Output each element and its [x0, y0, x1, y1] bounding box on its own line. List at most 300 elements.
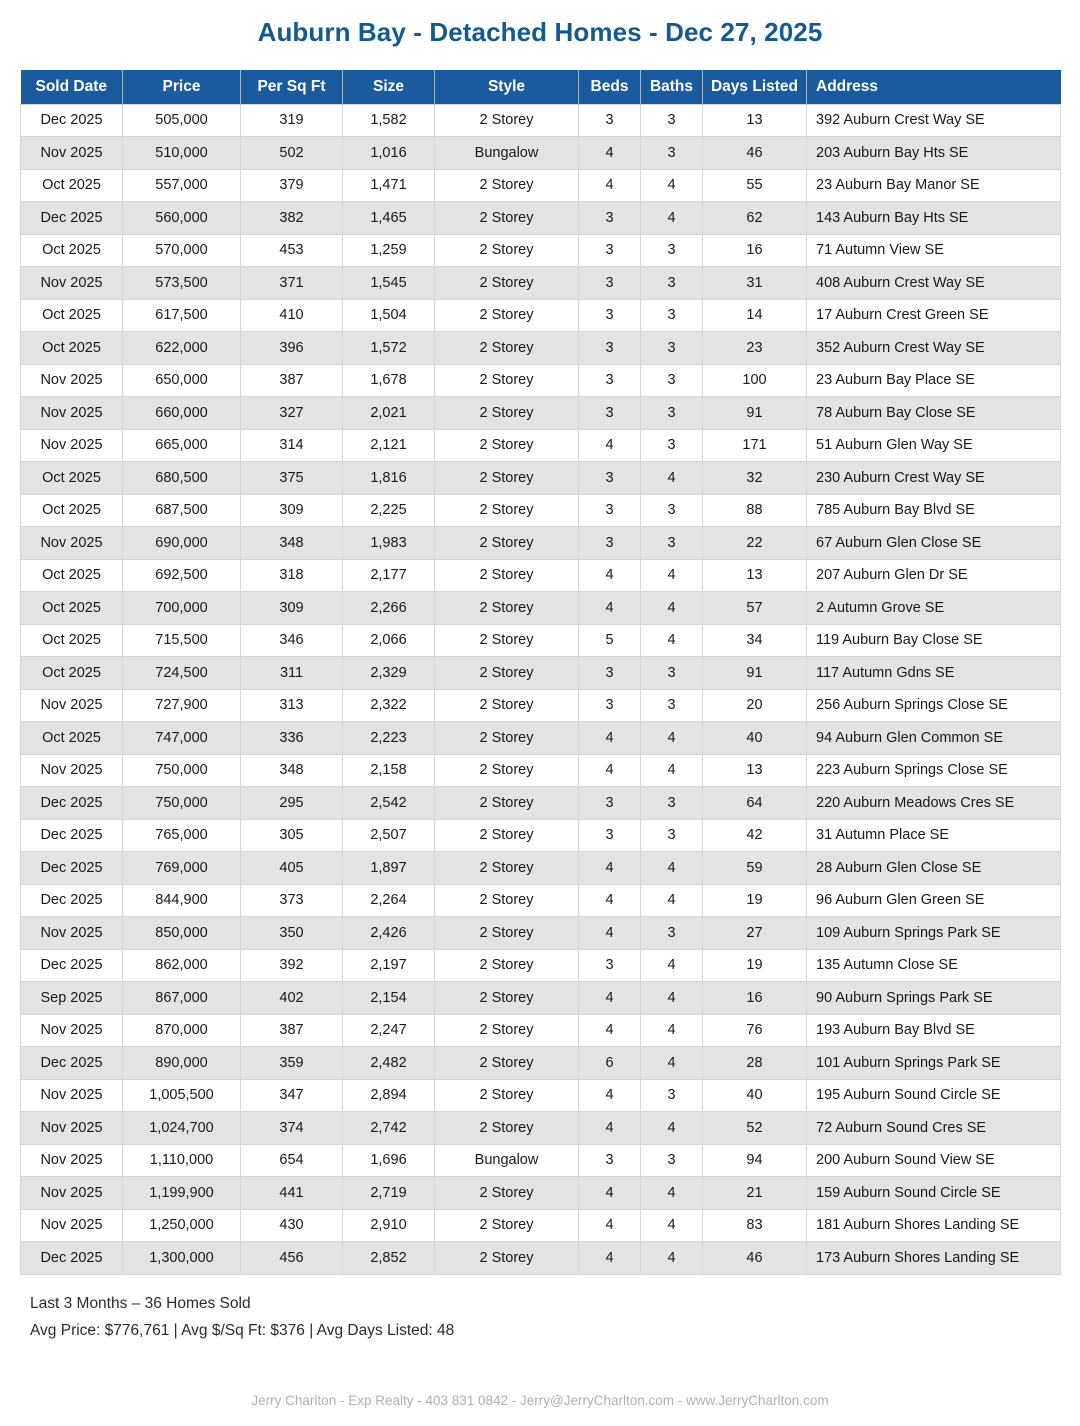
cell-beds: 4 [579, 137, 641, 170]
cell-date: Nov 2025 [21, 917, 123, 950]
cell-price: 570,000 [123, 234, 241, 267]
cell-days: 46 [703, 137, 807, 170]
cell-psf: 410 [241, 299, 343, 332]
cell-beds: 4 [579, 559, 641, 592]
cell-style: 2 Storey [435, 754, 579, 787]
cell-style: 2 Storey [435, 234, 579, 267]
cell-style: 2 Storey [435, 1177, 579, 1210]
cell-date: Nov 2025 [21, 429, 123, 462]
cell-size: 1,259 [343, 234, 435, 267]
cell-price: 1,199,900 [123, 1177, 241, 1210]
column-header-size[interactable]: Size [343, 70, 435, 104]
cell-addr: 230 Auburn Crest Way SE [807, 462, 1061, 495]
cell-psf: 314 [241, 429, 343, 462]
cell-price: 747,000 [123, 722, 241, 755]
cell-price: 750,000 [123, 787, 241, 820]
cell-size: 2,910 [343, 1209, 435, 1242]
cell-days: 55 [703, 169, 807, 202]
cell-beds: 3 [579, 299, 641, 332]
cell-beds: 4 [579, 1079, 641, 1112]
cell-style: 2 Storey [435, 1079, 579, 1112]
cell-price: 850,000 [123, 917, 241, 950]
cell-days: 22 [703, 527, 807, 560]
column-header-address[interactable]: Address [807, 70, 1061, 104]
cell-addr: 17 Auburn Crest Green SE [807, 299, 1061, 332]
cell-baths: 3 [641, 299, 703, 332]
cell-date: Dec 2025 [21, 884, 123, 917]
cell-size: 2,021 [343, 397, 435, 430]
cell-beds: 3 [579, 332, 641, 365]
cell-beds: 4 [579, 884, 641, 917]
cell-beds: 3 [579, 364, 641, 397]
cell-days: 19 [703, 884, 807, 917]
cell-beds: 6 [579, 1047, 641, 1080]
cell-baths: 3 [641, 819, 703, 852]
cell-baths: 3 [641, 429, 703, 462]
cell-addr: 94 Auburn Glen Common SE [807, 722, 1061, 755]
sales-table-container [20, 48, 1060, 1275]
cell-date: Nov 2025 [21, 267, 123, 300]
cell-size: 2,542 [343, 787, 435, 820]
cell-date: Dec 2025 [21, 104, 123, 137]
cell-psf: 392 [241, 949, 343, 982]
cell-psf: 396 [241, 332, 343, 365]
cell-beds: 3 [579, 234, 641, 267]
cell-baths: 3 [641, 917, 703, 950]
column-header-baths[interactable]: Baths [641, 70, 703, 104]
cell-baths: 4 [641, 884, 703, 917]
cell-date: Nov 2025 [21, 397, 123, 430]
table-row [21, 592, 1061, 625]
cell-size: 2,266 [343, 592, 435, 625]
cell-date: Dec 2025 [21, 202, 123, 235]
column-header-days-listed[interactable]: Days Listed [703, 70, 807, 104]
cell-days: 13 [703, 754, 807, 787]
cell-date: Nov 2025 [21, 527, 123, 560]
cell-psf: 375 [241, 462, 343, 495]
table-row [21, 267, 1061, 300]
cell-size: 2,177 [343, 559, 435, 592]
table-row [21, 884, 1061, 917]
cell-addr: 256 Auburn Springs Close SE [807, 689, 1061, 722]
cell-days: 40 [703, 722, 807, 755]
table-row [21, 559, 1061, 592]
cell-price: 700,000 [123, 592, 241, 625]
cell-price: 1,110,000 [123, 1144, 241, 1177]
cell-days: 13 [703, 104, 807, 137]
cell-addr: 23 Auburn Bay Place SE [807, 364, 1061, 397]
cell-baths: 4 [641, 1047, 703, 1080]
table-row [21, 494, 1061, 527]
cell-price: 844,900 [123, 884, 241, 917]
cell-addr: 71 Autumn View SE [807, 234, 1061, 267]
cell-baths: 3 [641, 657, 703, 690]
cell-baths: 4 [641, 624, 703, 657]
cell-size: 2,507 [343, 819, 435, 852]
cell-size: 2,225 [343, 494, 435, 527]
cell-baths: 3 [641, 494, 703, 527]
cell-psf: 453 [241, 234, 343, 267]
cell-days: 27 [703, 917, 807, 950]
cell-size: 2,482 [343, 1047, 435, 1080]
cell-psf: 327 [241, 397, 343, 430]
table-row [21, 657, 1061, 690]
cell-addr: 195 Auburn Sound Circle SE [807, 1079, 1061, 1112]
cell-days: 20 [703, 689, 807, 722]
cell-addr: 51 Auburn Glen Way SE [807, 429, 1061, 462]
table-row [21, 1242, 1061, 1275]
cell-psf: 387 [241, 364, 343, 397]
cell-baths: 3 [641, 234, 703, 267]
column-header-beds[interactable]: Beds [579, 70, 641, 104]
table-row [21, 689, 1061, 722]
table-row [21, 852, 1061, 885]
cell-addr: 203 Auburn Bay Hts SE [807, 137, 1061, 170]
table-row [21, 722, 1061, 755]
cell-price: 692,500 [123, 559, 241, 592]
cell-psf: 374 [241, 1112, 343, 1145]
table-row [21, 462, 1061, 495]
cell-size: 2,154 [343, 982, 435, 1015]
cell-baths: 4 [641, 722, 703, 755]
cell-date: Nov 2025 [21, 689, 123, 722]
table-row [21, 527, 1061, 560]
cell-days: 28 [703, 1047, 807, 1080]
table-row [21, 787, 1061, 820]
cell-baths: 4 [641, 982, 703, 1015]
cell-addr: 392 Auburn Crest Way SE [807, 104, 1061, 137]
cell-style: 2 Storey [435, 299, 579, 332]
cell-psf: 371 [241, 267, 343, 300]
cell-psf: 441 [241, 1177, 343, 1210]
cell-baths: 4 [641, 852, 703, 885]
cell-date: Nov 2025 [21, 1112, 123, 1145]
cell-addr: 785 Auburn Bay Blvd SE [807, 494, 1061, 527]
cell-style: 2 Storey [435, 559, 579, 592]
cell-addr: 207 Auburn Glen Dr SE [807, 559, 1061, 592]
cell-size: 2,426 [343, 917, 435, 950]
table-row [21, 1144, 1061, 1177]
cell-price: 750,000 [123, 754, 241, 787]
cell-beds: 4 [579, 754, 641, 787]
cell-style: 2 Storey [435, 787, 579, 820]
cell-psf: 359 [241, 1047, 343, 1080]
cell-days: 91 [703, 397, 807, 430]
cell-days: 46 [703, 1242, 807, 1275]
cell-baths: 4 [641, 1177, 703, 1210]
cell-date: Oct 2025 [21, 462, 123, 495]
cell-price: 715,500 [123, 624, 241, 657]
cell-style: 2 Storey [435, 1047, 579, 1080]
cell-beds: 4 [579, 169, 641, 202]
cell-days: 21 [703, 1177, 807, 1210]
cell-psf: 456 [241, 1242, 343, 1275]
cell-price: 690,000 [123, 527, 241, 560]
table-row [21, 169, 1061, 202]
table-row [21, 104, 1061, 137]
cell-price: 765,000 [123, 819, 241, 852]
cell-psf: 309 [241, 494, 343, 527]
table-row [21, 819, 1061, 852]
cell-days: 40 [703, 1079, 807, 1112]
cell-size: 2,852 [343, 1242, 435, 1275]
cell-psf: 347 [241, 1079, 343, 1112]
cell-psf: 311 [241, 657, 343, 690]
cell-addr: 181 Auburn Shores Landing SE [807, 1209, 1061, 1242]
cell-size: 2,197 [343, 949, 435, 982]
cell-psf: 502 [241, 137, 343, 170]
cell-baths: 3 [641, 137, 703, 170]
table-row [21, 1047, 1061, 1080]
cell-size: 2,322 [343, 689, 435, 722]
table-row [21, 397, 1061, 430]
cell-addr: 117 Autumn Gdns SE [807, 657, 1061, 690]
cell-date: Oct 2025 [21, 722, 123, 755]
cell-baths: 3 [641, 1079, 703, 1112]
cell-days: 16 [703, 234, 807, 267]
cell-price: 1,300,000 [123, 1242, 241, 1275]
cell-date: Oct 2025 [21, 624, 123, 657]
cell-size: 2,264 [343, 884, 435, 917]
cell-price: 1,005,500 [123, 1079, 241, 1112]
cell-date: Nov 2025 [21, 1209, 123, 1242]
cell-price: 622,000 [123, 332, 241, 365]
cell-price: 1,250,000 [123, 1209, 241, 1242]
cell-psf: 348 [241, 754, 343, 787]
table-row [21, 949, 1061, 982]
cell-date: Oct 2025 [21, 234, 123, 267]
cell-date: Oct 2025 [21, 169, 123, 202]
cell-style: 2 Storey [435, 917, 579, 950]
cell-psf: 430 [241, 1209, 343, 1242]
cell-psf: 313 [241, 689, 343, 722]
cell-baths: 3 [641, 527, 703, 560]
cell-date: Nov 2025 [21, 364, 123, 397]
cell-date: Nov 2025 [21, 754, 123, 787]
cell-beds: 3 [579, 267, 641, 300]
cell-beds: 3 [579, 202, 641, 235]
cell-size: 2,247 [343, 1014, 435, 1047]
cell-beds: 3 [579, 819, 641, 852]
summary-section [20, 1275, 1060, 1346]
cell-style: 2 Storey [435, 722, 579, 755]
cell-price: 510,000 [123, 137, 241, 170]
cell-date: Dec 2025 [21, 1047, 123, 1080]
cell-baths: 4 [641, 169, 703, 202]
cell-addr: 135 Autumn Close SE [807, 949, 1061, 982]
cell-size: 1,582 [343, 104, 435, 137]
cell-beds: 4 [579, 1112, 641, 1145]
cell-price: 870,000 [123, 1014, 241, 1047]
cell-days: 76 [703, 1014, 807, 1047]
cell-addr: 101 Auburn Springs Park SE [807, 1047, 1061, 1080]
cell-addr: 72 Auburn Sound Cres SE [807, 1112, 1061, 1145]
cell-style: 2 Storey [435, 949, 579, 982]
cell-psf: 350 [241, 917, 343, 950]
cell-style: 2 Storey [435, 1209, 579, 1242]
cell-beds: 3 [579, 494, 641, 527]
cell-beds: 3 [579, 527, 641, 560]
cell-size: 1,983 [343, 527, 435, 560]
column-header-per-sq-ft[interactable]: Per Sq Ft [241, 70, 343, 104]
cell-size: 2,742 [343, 1112, 435, 1145]
cell-psf: 348 [241, 527, 343, 560]
cell-price: 660,000 [123, 397, 241, 430]
cell-date: Oct 2025 [21, 299, 123, 332]
cell-price: 727,900 [123, 689, 241, 722]
cell-psf: 382 [241, 202, 343, 235]
table-row [21, 429, 1061, 462]
cell-days: 64 [703, 787, 807, 820]
cell-price: 665,000 [123, 429, 241, 462]
cell-date: Nov 2025 [21, 1177, 123, 1210]
table-header-row [21, 70, 1061, 104]
cell-style: 2 Storey [435, 982, 579, 1015]
cell-addr: 109 Auburn Springs Park SE [807, 917, 1061, 950]
cell-size: 1,678 [343, 364, 435, 397]
home-sales-table [20, 70, 1061, 1275]
cell-days: 42 [703, 819, 807, 852]
cell-date: Oct 2025 [21, 494, 123, 527]
cell-date: Nov 2025 [21, 1144, 123, 1177]
cell-date: Oct 2025 [21, 592, 123, 625]
cell-beds: 4 [579, 982, 641, 1015]
table-row [21, 1014, 1061, 1047]
cell-days: 34 [703, 624, 807, 657]
cell-addr: 143 Auburn Bay Hts SE [807, 202, 1061, 235]
cell-date: Nov 2025 [21, 1014, 123, 1047]
cell-size: 1,897 [343, 852, 435, 885]
summary-averages: Avg Price: $776,761 | Avg $/Sq Ft: $376 | Avg Days Listed: 48 [30, 1321, 455, 1339]
cell-style: 2 Storey [435, 689, 579, 722]
cell-date: Dec 2025 [21, 949, 123, 982]
cell-style: Bungalow [435, 137, 579, 170]
footer-contact: Jerry Charlton - Exp Realty - 403 831 0842 - Jerry@JerryCharlton.com - www.JerryCharlton.com [251, 1393, 829, 1408]
cell-baths: 3 [641, 364, 703, 397]
cell-baths: 4 [641, 1014, 703, 1047]
cell-beds: 4 [579, 1177, 641, 1210]
summary-period: Last 3 Months – 36 Homes Sold [30, 1294, 251, 1312]
column-header-sold-date[interactable]: Sold Date [21, 70, 123, 104]
column-header-style[interactable]: Style [435, 70, 579, 104]
table-row [21, 1209, 1061, 1242]
cell-size: 1,465 [343, 202, 435, 235]
cell-price: 862,000 [123, 949, 241, 982]
cell-date: Dec 2025 [21, 1242, 123, 1275]
cell-beds: 3 [579, 657, 641, 690]
cell-style: 2 Storey [435, 624, 579, 657]
cell-baths: 3 [641, 1144, 703, 1177]
cell-addr: 78 Auburn Bay Close SE [807, 397, 1061, 430]
cell-style: 2 Storey [435, 852, 579, 885]
cell-price: 890,000 [123, 1047, 241, 1080]
cell-beds: 3 [579, 949, 641, 982]
cell-addr: 200 Auburn Sound View SE [807, 1144, 1061, 1177]
cell-addr: 159 Auburn Sound Circle SE [807, 1177, 1061, 1210]
cell-baths: 4 [641, 754, 703, 787]
table-row [21, 299, 1061, 332]
cell-psf: 654 [241, 1144, 343, 1177]
cell-beds: 3 [579, 689, 641, 722]
cell-baths: 4 [641, 949, 703, 982]
cell-baths: 3 [641, 267, 703, 300]
cell-size: 2,158 [343, 754, 435, 787]
cell-style: 2 Storey [435, 462, 579, 495]
cell-price: 1,024,700 [123, 1112, 241, 1145]
cell-addr: 220 Auburn Meadows Cres SE [807, 787, 1061, 820]
cell-beds: 3 [579, 787, 641, 820]
table-row [21, 332, 1061, 365]
cell-addr: 408 Auburn Crest Way SE [807, 267, 1061, 300]
cell-psf: 402 [241, 982, 343, 1015]
table-row [21, 624, 1061, 657]
cell-size: 1,504 [343, 299, 435, 332]
cell-days: 16 [703, 982, 807, 1015]
cell-baths: 3 [641, 397, 703, 430]
cell-date: Oct 2025 [21, 657, 123, 690]
cell-size: 2,719 [343, 1177, 435, 1210]
cell-psf: 305 [241, 819, 343, 852]
cell-price: 867,000 [123, 982, 241, 1015]
cell-size: 2,121 [343, 429, 435, 462]
column-header-price[interactable]: Price [123, 70, 241, 104]
cell-psf: 405 [241, 852, 343, 885]
cell-days: 32 [703, 462, 807, 495]
cell-date: Nov 2025 [21, 1079, 123, 1112]
cell-price: 573,500 [123, 267, 241, 300]
cell-baths: 4 [641, 1112, 703, 1145]
cell-addr: 96 Auburn Glen Green SE [807, 884, 1061, 917]
cell-days: 59 [703, 852, 807, 885]
cell-size: 2,329 [343, 657, 435, 690]
cell-days: 31 [703, 267, 807, 300]
cell-addr: 2 Autumn Grove SE [807, 592, 1061, 625]
cell-price: 724,500 [123, 657, 241, 690]
cell-size: 1,572 [343, 332, 435, 365]
cell-style: 2 Storey [435, 332, 579, 365]
cell-style: 2 Storey [435, 169, 579, 202]
cell-days: 57 [703, 592, 807, 625]
cell-days: 52 [703, 1112, 807, 1145]
cell-psf: 319 [241, 104, 343, 137]
cell-beds: 4 [579, 429, 641, 462]
cell-date: Oct 2025 [21, 332, 123, 365]
cell-style: 2 Storey [435, 819, 579, 852]
cell-psf: 295 [241, 787, 343, 820]
cell-beds: 3 [579, 462, 641, 495]
cell-date: Nov 2025 [21, 137, 123, 170]
cell-price: 505,000 [123, 104, 241, 137]
cell-baths: 4 [641, 1209, 703, 1242]
cell-style: 2 Storey [435, 267, 579, 300]
cell-days: 94 [703, 1144, 807, 1177]
cell-price: 769,000 [123, 852, 241, 885]
cell-days: 13 [703, 559, 807, 592]
cell-size: 1,545 [343, 267, 435, 300]
cell-size: 2,223 [343, 722, 435, 755]
table-row [21, 917, 1061, 950]
cell-style: 2 Storey [435, 657, 579, 690]
cell-date: Dec 2025 [21, 819, 123, 852]
cell-days: 19 [703, 949, 807, 982]
cell-beds: 4 [579, 1242, 641, 1275]
cell-style: 2 Storey [435, 429, 579, 462]
cell-beds: 4 [579, 722, 641, 755]
cell-beds: 3 [579, 397, 641, 430]
cell-beds: 3 [579, 104, 641, 137]
cell-size: 2,894 [343, 1079, 435, 1112]
cell-size: 1,816 [343, 462, 435, 495]
